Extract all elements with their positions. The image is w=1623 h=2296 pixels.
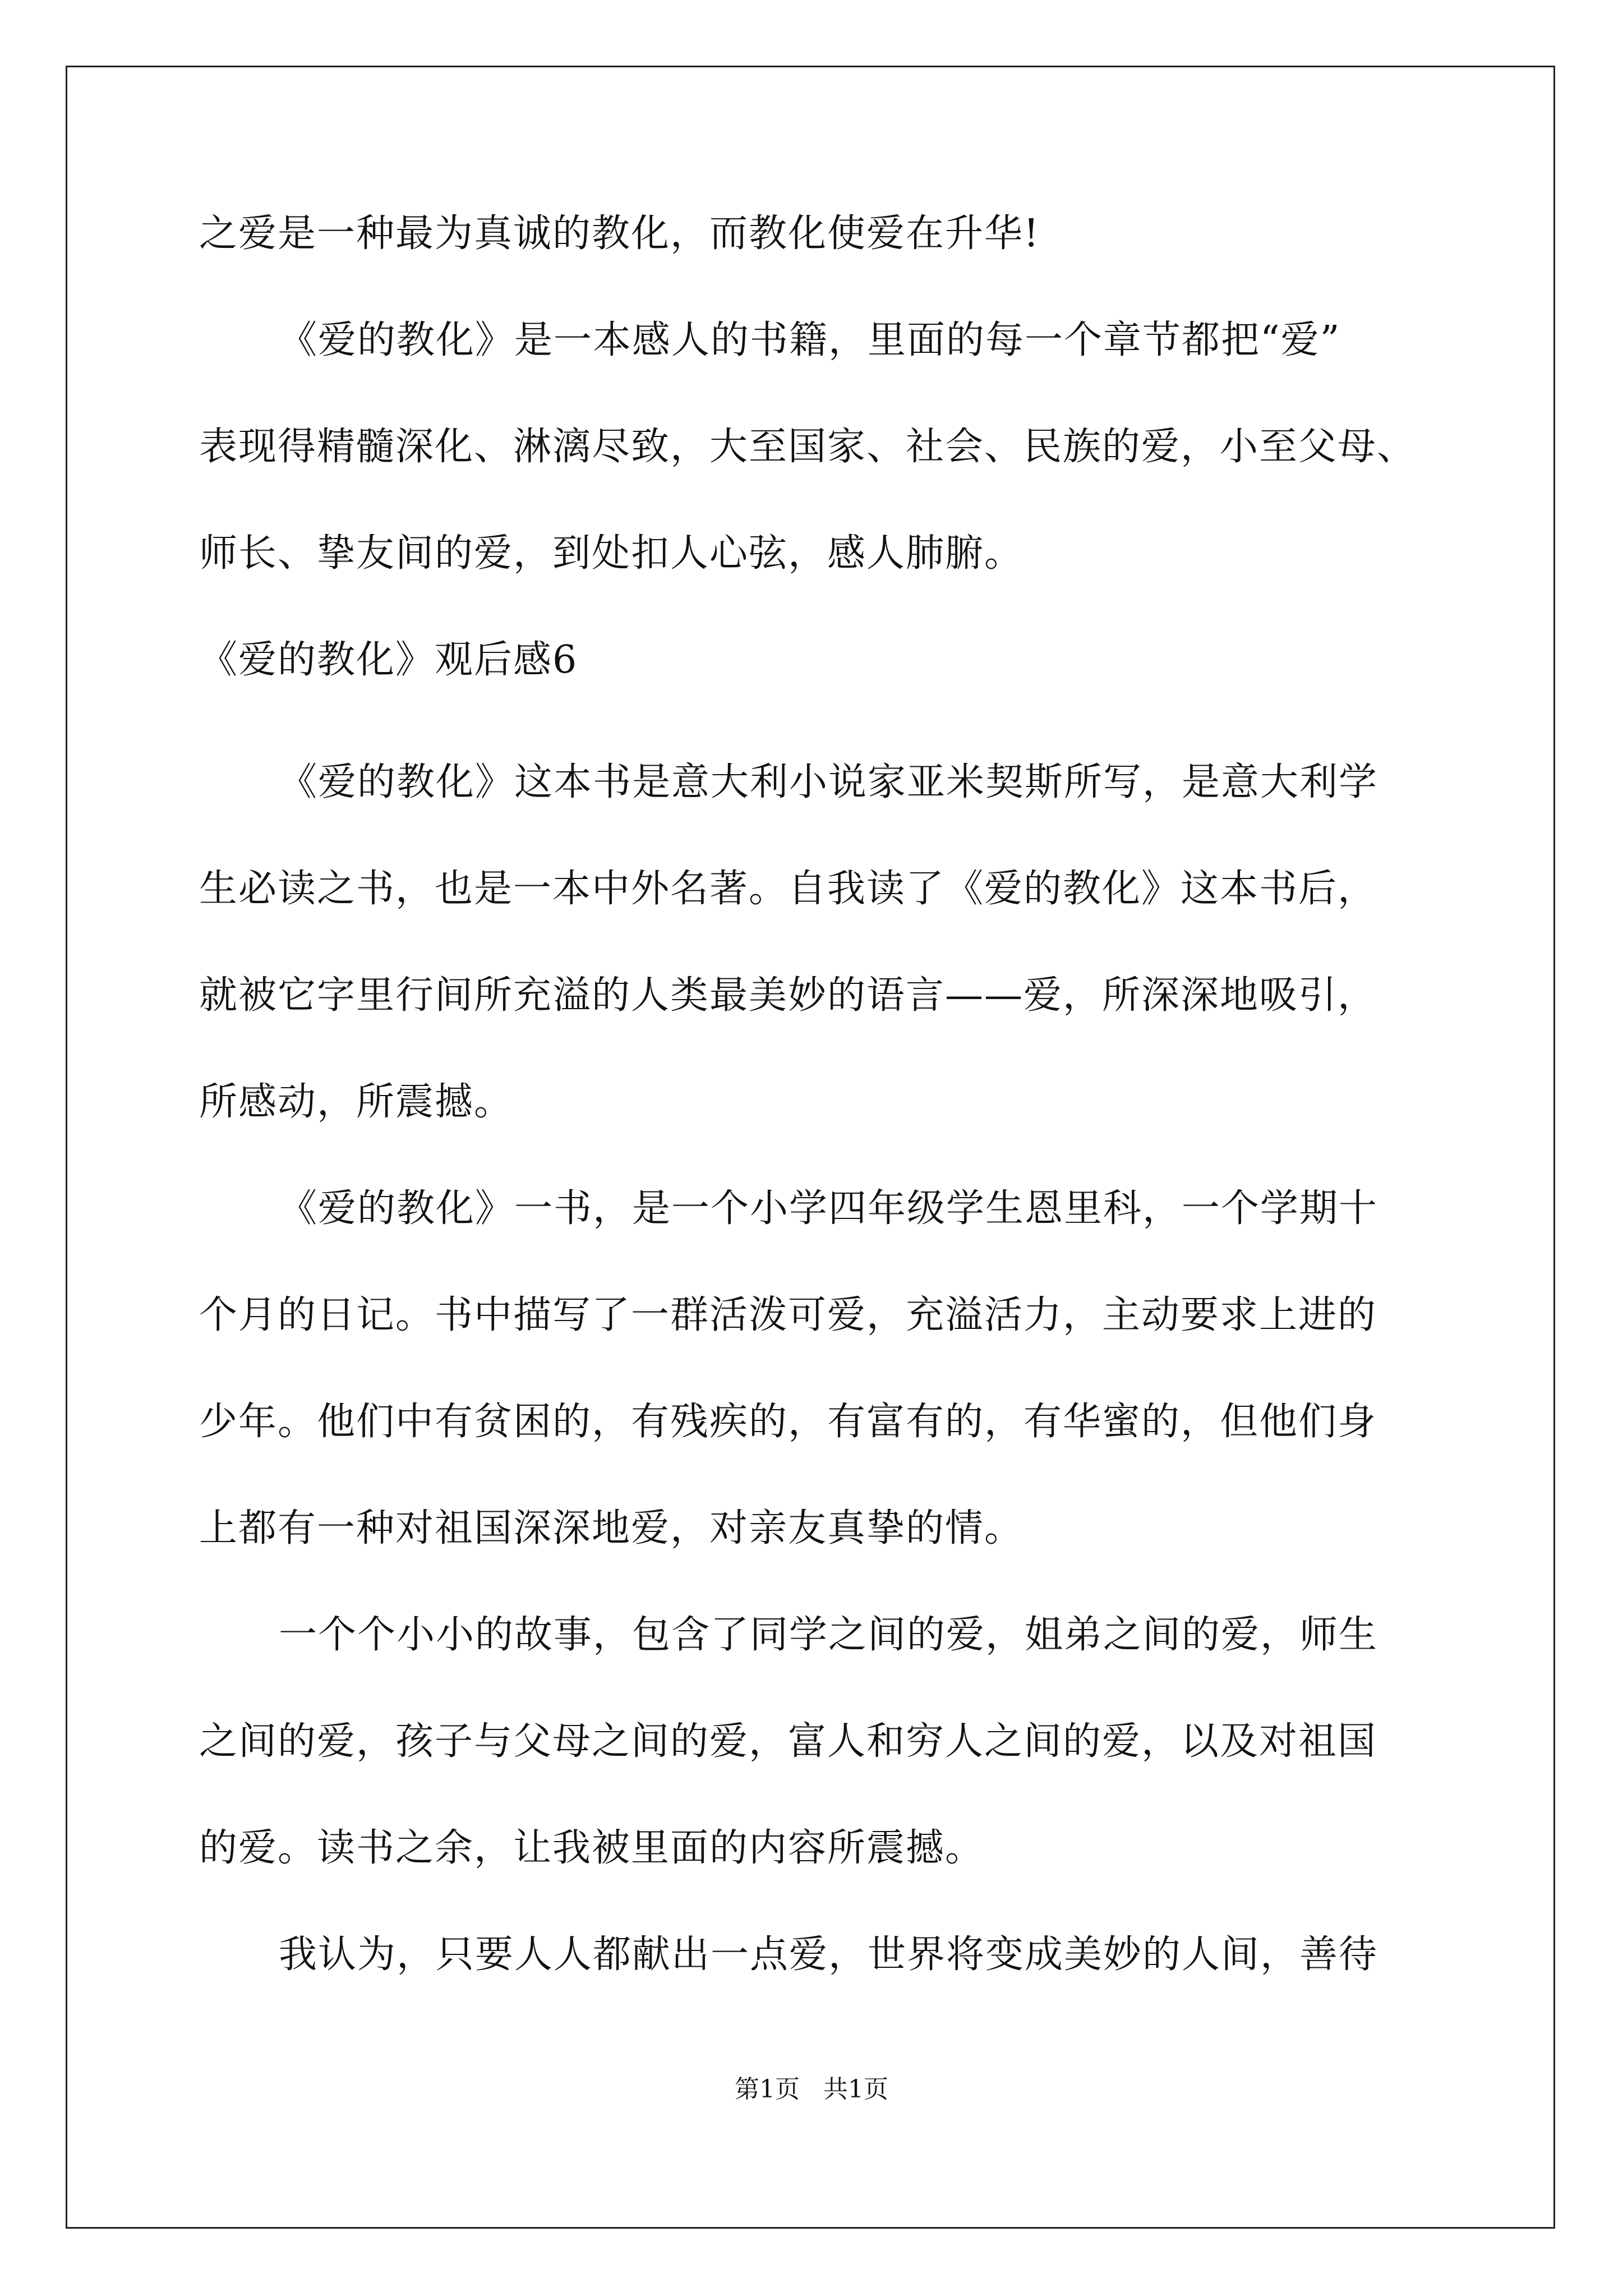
paragraph-start-line: 《爱的教化》一书，是一个小学四年级学生恩里科，一个学期十: [279, 1186, 1378, 1231]
paragraph-start-line: 我认为，只要人人都献出一点爱，世界将变成美妙的人间，善待: [279, 1932, 1378, 1977]
paragraph-start-line: 一个个小小的故事，包含了同学之间的爱，姐弟之间的爱，师生: [279, 1613, 1378, 1657]
page-border: [66, 66, 1555, 2229]
text-line: 少年。他们中有贫困的，有残疾的，有富有的，有华蜜的，但他们身: [199, 1400, 1377, 1444]
text-line: 表现得精髓深化、淋漓尽致，大至国家、社会、民族的爱，小至父母、: [199, 425, 1417, 469]
text-line: 之爱是一种最为真诚的教化，而教化使爱在升华!: [199, 211, 1040, 256]
paragraph-start-line: 《爱的教化》这本书是意大利小说家亚米契斯所写，是意大利学: [279, 760, 1378, 804]
text-line: 师长、挚友间的爱，到处扣人心弦，感人肺腑。: [199, 531, 1024, 576]
text-line: 生必读之书，也是一本中外名著。自我读了《爱的教化》这本书后，: [199, 867, 1377, 911]
page-footer: 第1页 共1页: [735, 2075, 888, 2104]
text-line: 上都有一种对祖国深深地爱，对亲友真挚的情。: [199, 1506, 1024, 1550]
paragraph-start-line: 《爱的教化》是一本感人的书籍，里面的每一个章节都把“爱”: [279, 318, 1341, 362]
text-line: 之间的爱，孩子与父母之间的爱，富人和穷人之间的爱，以及对祖国: [199, 1719, 1377, 1764]
text-line: 就被它字里行间所充溢的人类最美妙的语言——爱，所深深地吸引，: [199, 973, 1377, 1018]
text-line: 所感动，所震撼。: [199, 1080, 514, 1124]
text-line: 个月的日记。书中描写了一群活泼可爱，充溢活力，主动要求上进的: [199, 1293, 1377, 1337]
section-heading: 《爱的教化》观后感6: [199, 638, 578, 682]
text-line: 的爱。读书之余，让我被里面的内容所震撼。: [199, 1826, 985, 1870]
